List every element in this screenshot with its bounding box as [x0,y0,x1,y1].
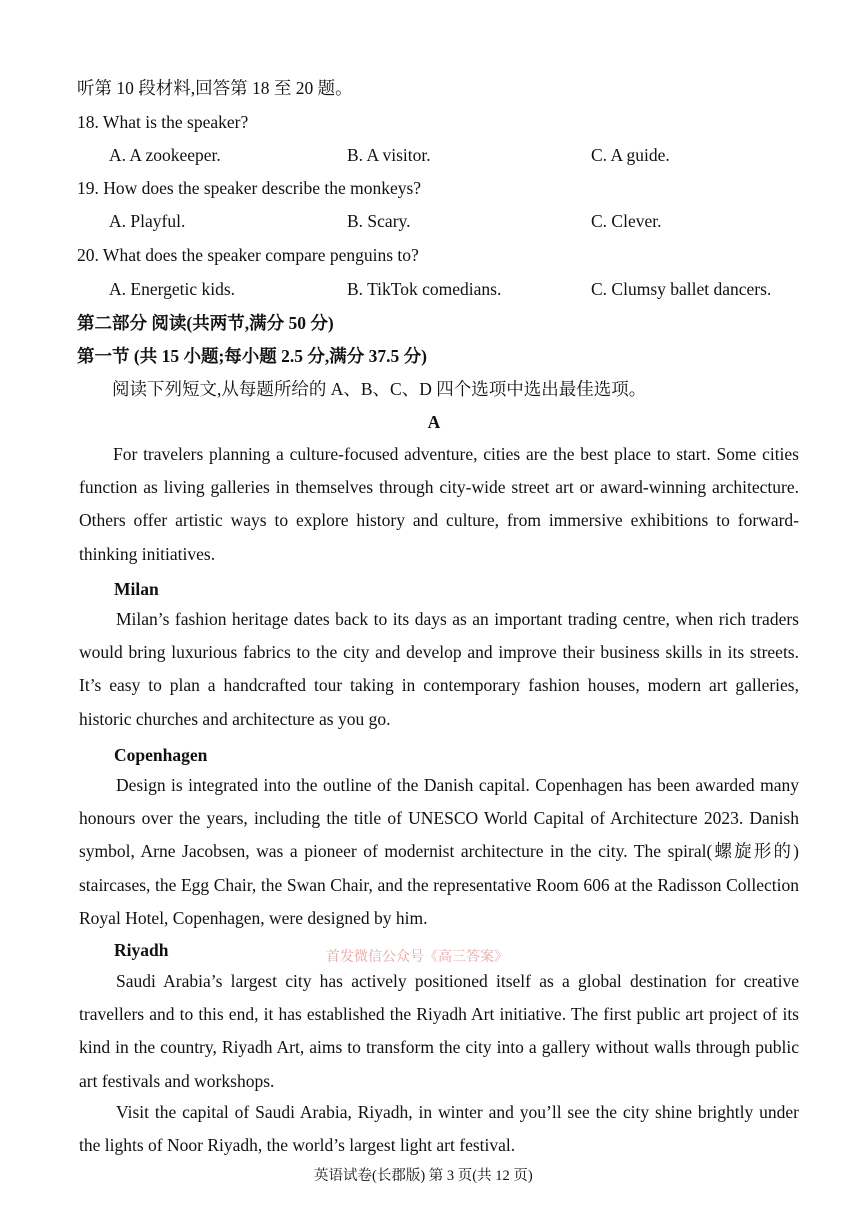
q18-option-b: B. A visitor. [347,145,431,165]
question-20: 20. What does the speaker compare penguins to? [77,245,419,265]
q20-option-a: A. Energetic kids. [109,279,236,299]
page-footer: 英语试卷(长郡版) 第 3 页(共 12 页) [314,1168,533,1184]
riyadh-title: Riyadh [114,940,169,960]
riyadh-paragraph-1: Saudi Arabia’s largest city has actively positioned itself as a global destination for creative travellers and to this end, it has established the Riyadh Art initiative. The first public art project of its kind in the country, Riyadh Art, aims to transform the city into a gallery without walls through public art festivals and workshops. [79,971,799,1091]
copenhagen-paragraph: Design is integrated into the outline of the Danish capital. Copenhagen has been awarded many honours over the years, including the title of UNESCO World Capital of Architecture 2023. Danish symbol, Arne Jacobsen, was a pioneer of modernist architecture in the city. The spiral(螺旋形的) staircases, the Egg Chair, the Swan Chair, and the representative Room 606 at the Radisson Collection Royal Hotel, Copenhagen, were designed by him. [79,775,799,928]
watermark: 首发微信公众号《高三答案》 [326,949,508,965]
passage-label: A [427,412,441,432]
q19-option-b: B. Scary. [347,211,411,231]
milan-paragraph: Milan’s fashion heritage dates back to its days as an important trading centre, when rich traders would bring luxurious fabrics to the city and develop and improve their business skills in its streets. It’s easy to plan a handcrafted tour taking in contemporary fashion houses, modern art galleries, historic churches and architecture as you go. [79,609,799,729]
question-19: 19. How does the speaker describe the monkeys? [77,178,422,198]
copenhagen-title: Copenhagen [114,745,208,765]
riyadh-paragraph-2: Visit the capital of Saudi Arabia, Riyadh, in winter and you’ll see the city shine brightly under the lights of Noor Riyadh, the world’s largest light art festival. [79,1102,799,1156]
passage-intro: For travelers planning a culture-focused adventure, cities are the best place to start. Some cities function as living galleries in themselves through city-wide street art or award-winning architecture. Others offer artistic ways to explore history and culture, from immersive exhibitions to forward-thinking initiatives. [79,444,799,564]
q18-option-a: A. A zookeeper. [109,145,221,165]
q19-option-a: A. Playful. [109,211,186,231]
reading-instruction: 阅读下列短文,从每题所给的 A、B、C、D 四个选项中选出最佳选项。 [112,379,647,399]
part2-heading: 第二部分 阅读(共两节,满分 50 分) [77,313,334,333]
q20-option-b: B. TikTok comedians. [347,279,502,299]
listening-intro: 听第 10 段材料,回答第 18 至 20 题。 [77,78,353,98]
q18-option-c: C. A guide. [591,145,670,165]
q19-option-c: C. Clever. [591,211,662,231]
milan-title: Milan [114,579,159,599]
question-18: 18. What is the speaker? [77,112,249,132]
q20-option-c: C. Clumsy ballet dancers. [591,279,772,299]
section1-heading: 第一节 (共 15 小题;每小题 2.5 分,满分 37.5 分) [77,346,427,366]
